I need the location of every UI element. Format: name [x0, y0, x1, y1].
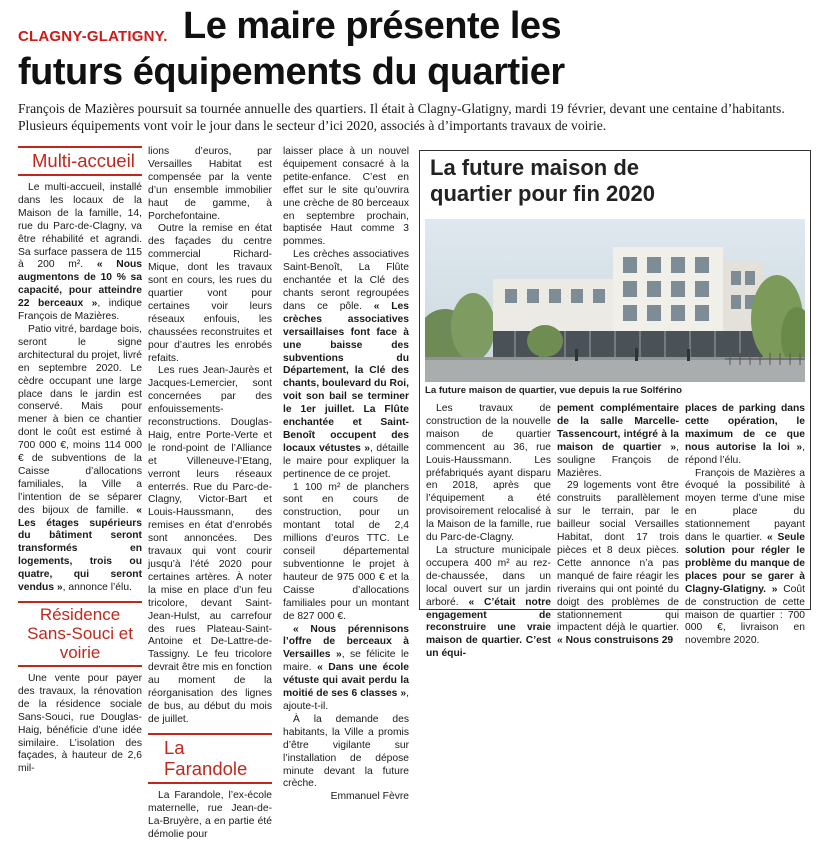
paragraph: Une vente pour payer des travaux, la rénovation de la résidence sociale Sans-Souci, rue Douglas-Haig, bénéficie d’une idée similaire. L’isolation des façades, à hauteur de 2,6 mil- — [18, 673, 142, 775]
quote: places de parking dans cette opération, le maximum de ce que nous autorise la loi » — [685, 403, 805, 453]
paragraph: places de parking dans cette opération, le maximum de ce que nous autorise la loi », répond l’élu. — [685, 403, 805, 466]
paragraph: À la demande des habitants, la Ville a promis d’être vigilante sur l’installation de dépose minute devant la future crèche. — [283, 713, 409, 790]
paragraph: Les travaux de construction de la nouvelle maison de quartier commencent au 36, rue Louis-Haussmann. Les préfabriqués ayant disparu en 2018, après que l’équipement a été provisoirement relocalisé à la Maison de la famille, rue du Parc-de-Clagny. — [426, 403, 551, 544]
section-kicker: CLAGNY-GLATIGNY. — [18, 28, 168, 45]
sidebar-title: La future maison de quartier pour fin 2020 — [430, 155, 655, 206]
quote: « Seule solution pour régler le problème du manque de places pour se garer à Clagny-Glatigny. » — [685, 532, 805, 595]
quote: « Les étages supérieurs du bâtiment seront transformés en logements, trois ou quatre, qui seront vendus » — [18, 504, 142, 594]
quote: « Les crèches associatives versaillaises font face à une baisse des subventions du Département, la Clé des chants, boulevard du Roi, voit son bail se terminer le 1er juillet. La Flûte enchantée et Saint-Benoît occupent des locaux vétustes » — [283, 300, 409, 454]
paragraph: François de Mazières a évoqué la possibilité à moyen terme d’une mise en place du stationnement payant dans le quartier. « Seule solution pour régler le problème du manque de places pour se garer à Clagny-Glatigny. » Coût de construction de cette maison de quartier : 700 000 €, livraison en novembre 2020. — [685, 467, 805, 647]
subhead-residence-sans-souci: Résidence Sans-Souci et voirie — [18, 601, 142, 667]
quote: « Dans une école vétuste qui avait perdu la moitié de ses 6 classes » — [283, 662, 409, 700]
headline-line-1: Le maire présente les — [183, 5, 562, 47]
sidebar-column-2 — [557, 403, 679, 648]
paragraph: Les crèches associatives Saint-Benoît, La Flûte enchantée et la Clé des chants seront regroupées dans ce pôle. « Les crèches associatives versaillaises font face à une baisse des subventions du Département, la Clé des chants, boulevard du Roi, voit son bail se terminer le 1er juillet. La Flûte enchantée et Saint-Benoît occupent des locaux vétustes », détaille le maire pour expliquer la pertinence de ce projet. — [283, 249, 409, 480]
paragraph: Les rues Jean-Jaurès et Jacques-Lemercier, sont concernées par des enfouissements-reconstructions. Douglas-Haig, entre Porte-Verte et le rond-point de l’Alliance et Villeneuve-l’Etang, verront leurs réseaux enterrés. Rue du Parc-de-Clagny, Victor-Bart et Louis-Haussmann, des remises en état d’enrobés sont annoncées. Des travaux qui vont courir jusqu’à l’été 2020 pour certaines artères. À noter la mise en place d’un feu tricolore, devant Saint-Jean-Hulst, au carrefour des rues Plateau-Saint-Antoine et De-Lattre-de-Tassigny. Le feu tricolore devrait être mis en fonction au moment de la réorganisation des lignes de bus, au début du mois de juillet. — [148, 365, 272, 725]
paragraph: pement complémentaire de la salle Marcelle-Tassencourt, intégré à la maison de quartier », souligne François de Mazières. — [557, 403, 679, 479]
sidebar-column-3 — [685, 403, 805, 648]
paragraph: « Nous pérennisons l’offre de berceaux à Versailles », se félicite le maire. « Dans une école vétuste qui avait perdu la moitié de ses 6 classes », ajoute-t-il. — [283, 623, 409, 712]
column-1 — [18, 146, 142, 776]
quote: « Nous construisons 29 — [557, 635, 674, 647]
column-2 — [148, 146, 272, 841]
sidebar-column-1 — [426, 403, 551, 661]
quote: « C’était notre engagement de reconstruire une vraie maison de quartier. C’est un équi- — [426, 596, 551, 660]
byline: Emmanuel Fèvre — [330, 791, 409, 803]
building-rendering-image — [425, 219, 805, 382]
quote: pement complémentaire de la salle Marcelle-Tassencourt, intégré à la maison de quartier » — [557, 403, 679, 453]
paragraph: Outre la remise en état des façades du centre commercial Richard-Mique, dont les travaux sont en cours, les rues du quartier vont pour certaines voir leurs réseaux enfouis, les chaussées reconstruites et pour d’autres les enrobés refaits. — [148, 223, 272, 364]
paragraph: La structure municipale occupera 400 m² au rez-de-chaussée, dans un local ouvert sur un jardin arboré. « C’était notre engagement de reconstruire une vraie maison de quartier. C’est un équi- — [426, 544, 551, 660]
building-photo — [425, 219, 805, 382]
subhead-multi-accueil: Multi-accueil — [18, 146, 142, 176]
subhead-la-farandole: La Farandole — [148, 733, 272, 784]
paragraph: La Farandole, l’ex-école maternelle, rue Jean-de-La-Bruyère, a en partie été démolie pour — [148, 789, 272, 840]
column-3 — [283, 146, 409, 804]
paragraph: Patio vitré, bardage bois, seront le signe architectural du projet, livré en septembre 2020. Le cèdre occupant une large place dans le jardin est conservé. Mais pour mener à bien ce chantier dont le coût est estimé à 700 000 €, moins 114 000 € de subventions de la Caisse d’allocations familiales, la Ville a l’intention de se séparer des bijoux de famille. « Les étages supérieurs du bâtiment seront transformés en logements, trois ou quatre, qui seront vendus », annonce l’élu. — [18, 323, 142, 594]
paragraph: Le multi-accueil, installé dans les locaux de la Maison de la famille, 14, rue du Parc-de-Clagny, va être réhabilité et agrandi. Sa surface passera de 115 à 200 m². « Nous augmentons de 10 % sa capacité, pour atteindre 22 berceaux », indique François de Mazières. — [18, 182, 142, 323]
quote: « Nous augmentons de 10 % sa capacité, pour atteindre 22 berceaux » — [18, 259, 142, 310]
paragraph: lions d’euros, par Versailles Habitat est compensée par la vente d’un ensemble immobilier haut de gamme, à Porchefontaine. — [148, 146, 272, 222]
quote: « Nous pérennisons l’offre de berceaux à Versailles » — [283, 623, 409, 661]
photo-caption: La future maison de quartier, vue depuis la rue Solférino — [425, 385, 682, 396]
headline-line-2: futurs équipements du quartier — [18, 51, 565, 93]
paragraph: laisser place à un nouvel équipement consacré à la petite-enfance. C’est en effet sur le site qu’ouvrira une crèche de 80 berceaux en septembre prochain, baptisée Haut comme 3 pommes. — [283, 146, 409, 248]
paragraph: 29 logements vont être construits parallèlement sur le terrain, par le bailleur social Versailles Habitat, dont 17 trois pièces et 8 deux pièces. Cette annonce n’a pas manqué de faire réagir les riverains qui ont pointé du doigt des problèmes de stationnement qui impactent déjà le quartier. « Nous construisons 29 — [557, 480, 679, 647]
paragraph: 1 100 m² de planchers sont en cours de construction, pour un montant total de 2,4 millions d’euros TTC. Le conseil départemental subventionne le projet à hauteur de 975 000 € et la Caisse d’allocations familiales pour un montant de 827 000 €. — [283, 481, 409, 622]
article-lead: François de Mazières poursuit sa tournée annuelle des quartiers. Il était à Clagny-Glatigny, mardi 19 février, devant une centaine d’habitants. Plusieurs équipements vont voir le jour dans le secteur d’ici 2020, associés à d’importants travaux de voirie. — [18, 101, 785, 133]
